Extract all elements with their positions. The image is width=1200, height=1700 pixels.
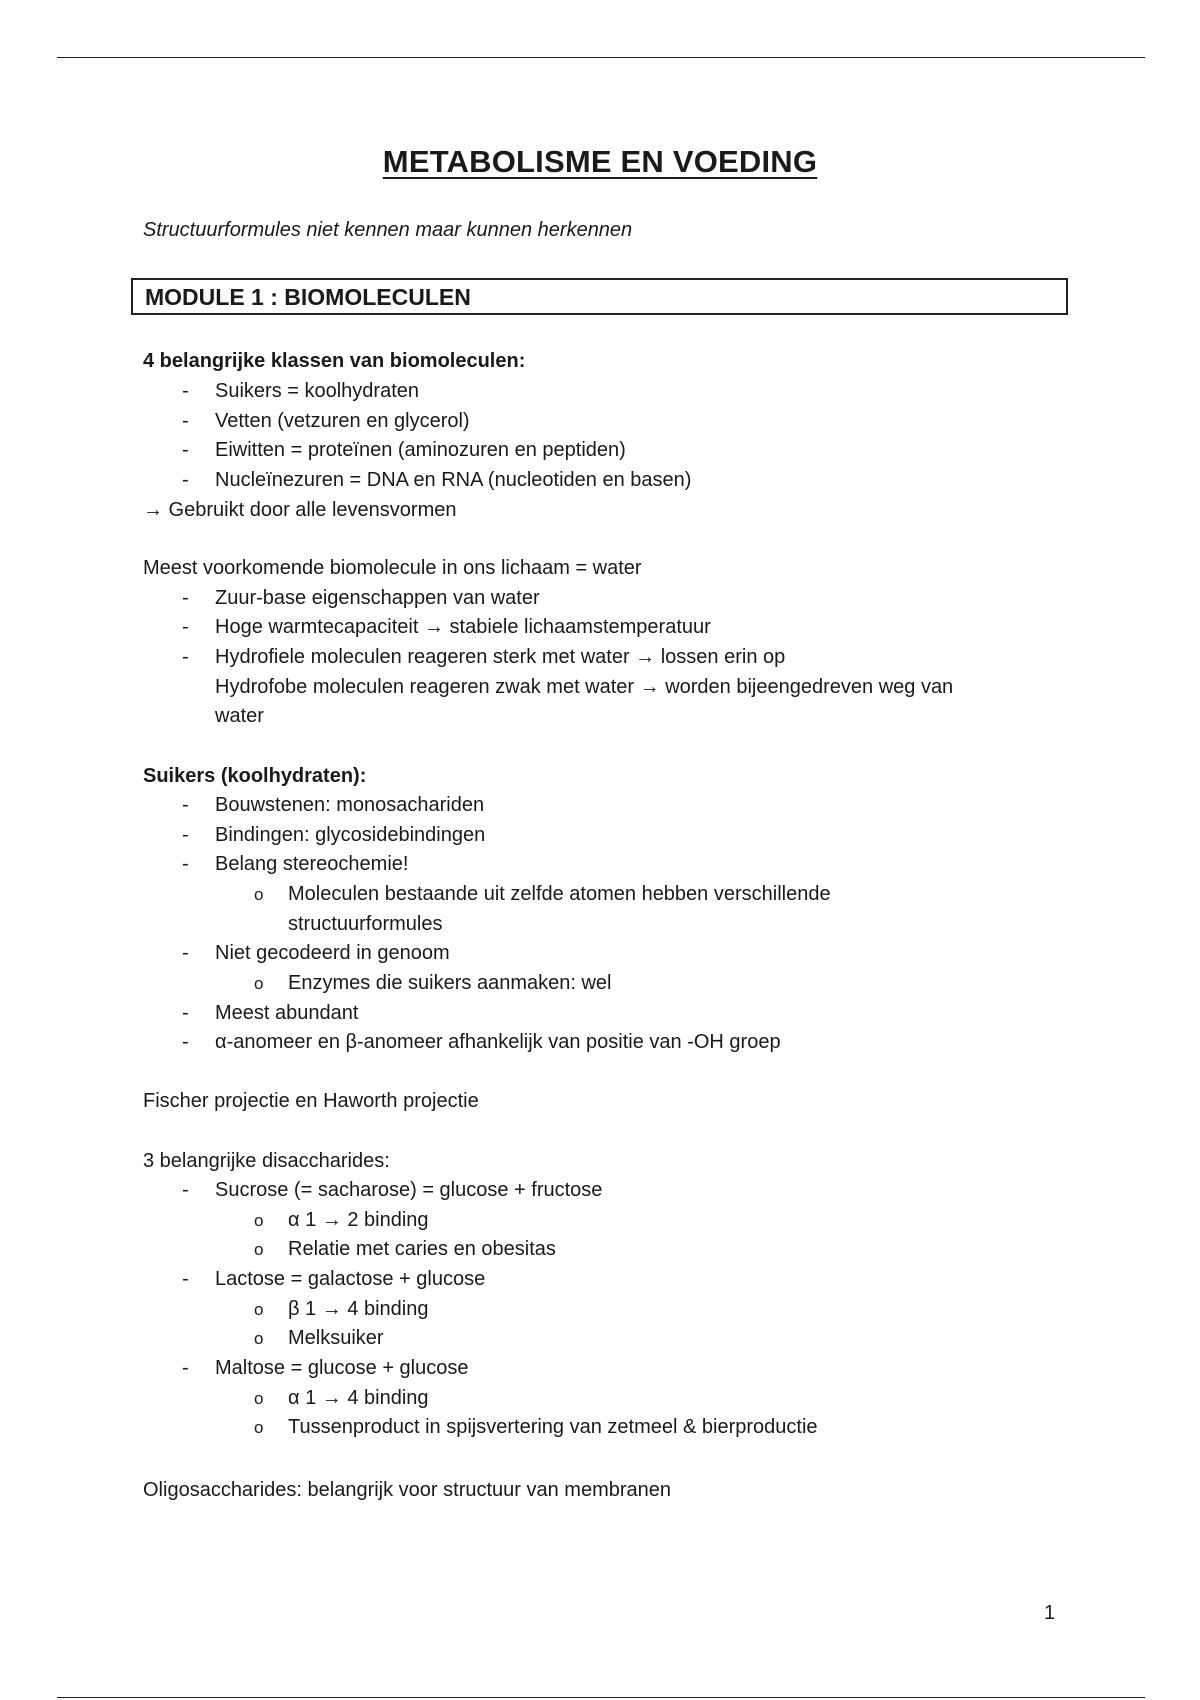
bullet-dash: - [182,1179,189,1201]
bullet-dash: - [182,439,189,461]
list-item: Belang stereochemie! [215,853,409,875]
list-item: Lactose = galactose + glucose [215,1268,486,1290]
bullet-dash: - [182,1357,189,1379]
sub-list-item: α 1 → 4 binding [288,1387,429,1409]
bullet-circle: o [254,974,264,993]
page-title: METABOLISME EN VOEDING [382,144,818,179]
bullet-dash: - [182,853,189,875]
sub-list-item: Relatie met caries en obesitas [288,1238,556,1260]
bullet-dash: - [182,380,189,402]
list-item: Vetten (vetzuren en glycerol) [215,410,470,432]
sub-list-item: Melksuiker [288,1327,384,1349]
list-item: Hydrofiele moleculen reageren sterk met water → lossen erin op [215,646,786,668]
page-number: 1 [1044,1602,1056,1624]
disaccharides-heading: 3 belangrijke disaccharides: [143,1150,390,1172]
module-heading: MODULE 1 : BIOMOLECULEN [145,284,471,310]
list-item: Sucrose (= sacharose) = glucose + fructose [215,1179,603,1201]
bullet-circle: o [254,1240,264,1259]
list-item: Meest abundant [215,1002,359,1024]
list-item: Niet gecodeerd in genoom [215,942,450,964]
bullet-circle: o [254,1389,264,1408]
subtitle: Structuurformules niet kennen maar kunnen herkennen [143,219,633,241]
list-item: Eiwitten = proteïnen (aminozuren en peptiden) [215,439,626,461]
bullet-dash: - [182,616,189,638]
sub-list-item: β 1 → 4 binding [288,1298,429,1320]
oligosaccharides-text: Oligosaccharides: belangrijk voor structuur van membranen [143,1479,672,1501]
bullet-dash: - [182,1031,189,1053]
list-item: Bindingen: glycosidebindingen [215,824,486,846]
list-item-continuation: Hydrofobe moleculen reageren zwak met water → worden bijeengedreven weg van [215,676,954,698]
list-item: Maltose = glucose + glucose [215,1357,469,1379]
list-item: Nucleïnezuren = DNA en RNA (nucleotiden en basen) [215,469,692,491]
sugars-heading: Suikers (koolhydraten): [143,765,367,787]
bullet-circle: o [254,1418,264,1437]
bullet-dash: - [182,587,189,609]
list-item: Bouwstenen: monosachariden [215,794,485,816]
bottom-rule [57,1697,1145,1698]
list-item: Suikers = koolhydraten [215,380,420,402]
bullet-circle: o [254,1329,264,1348]
list-item: Hoge warmtecapaciteit → stabiele lichaamstemperatuur [215,616,711,638]
bullet-dash: - [182,1268,189,1290]
list-item: α-anomeer en β-anomeer afhankelijk van positie van -OH groep [215,1031,781,1053]
list-item-continuation: water [215,705,264,727]
bullet-circle: o [254,1300,264,1319]
bullet-dash: - [182,942,189,964]
sub-list-item: Moleculen bestaande uit zelfde atomen hebben verschillende [288,883,831,905]
sub-list-item-continuation: structuurformules [288,913,443,935]
bullet-dash: - [182,794,189,816]
bullet-dash: - [182,824,189,846]
module-heading-box [131,278,1068,315]
sub-list-item: α 1 → 2 binding [288,1209,429,1231]
classes-note: → Gebruikt door alle levensvormen [143,499,457,521]
projection-text: Fischer projectie en Haworth projectie [143,1090,479,1112]
classes-heading: 4 belangrijke klassen van biomoleculen: [143,350,526,372]
bullet-dash: - [182,1002,189,1024]
sub-list-item: Enzymes die suikers aanmaken: wel [288,972,612,994]
bullet-dash: - [182,646,189,668]
bullet-circle: o [254,885,264,904]
bullet-dash: - [182,469,189,491]
top-rule [57,57,1145,58]
sub-list-item: Tussenproduct in spijsvertering van zetmeel & bierproductie [288,1416,818,1438]
water-heading: Meest voorkomende biomolecule in ons lichaam = water [143,557,642,579]
bullet-circle: o [254,1211,264,1230]
list-item: Zuur-base eigenschappen van water [215,587,540,609]
bullet-dash: - [182,410,189,432]
